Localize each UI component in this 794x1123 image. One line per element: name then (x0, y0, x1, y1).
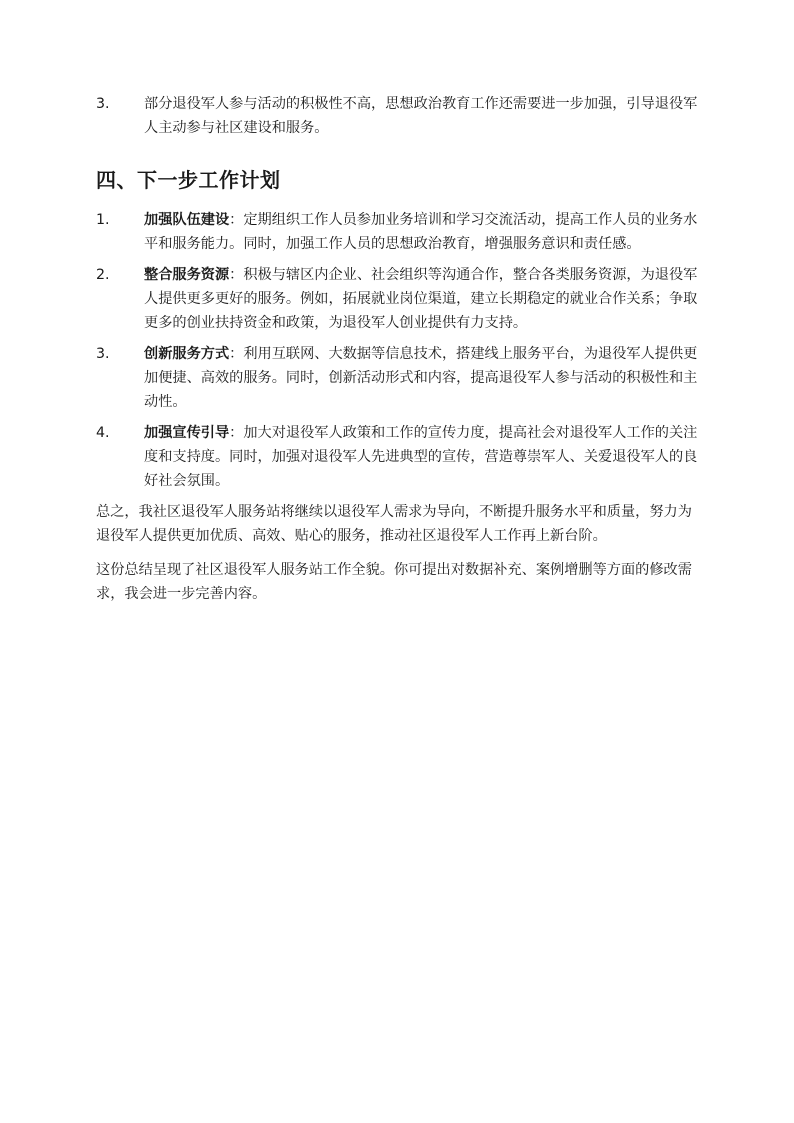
list-item (96, 92, 702, 140)
note-paragraph: 这份总结呈现了社区退役军人服务站工作全貌。你可提出对数据补充、案例增删等方面的修改需求，我会进一步完善内容。 (96, 562, 692, 602)
list-item-number: 2. (96, 267, 110, 283)
list-item-text: 部分退役军人参与活动的积极性不高，思想政治教育工作还需要进一步加强，引导退役军人主动参与社区建设和服务。 (144, 96, 698, 136)
list-item (96, 342, 702, 414)
conclusion-paragraph: 总之，我社区退役军人服务站将继续以退役军人需求为导向，不断提升服务水平和质量，努力为退役军人提供更加优质、高效、贴心的服务，推动社区退役军人工作再上新台阶。 (96, 504, 692, 544)
list-item (96, 263, 702, 335)
list-item-text: ：积极与辖区内企业、社会组织等沟通合作，整合各类服务资源，为退役军人提供更多更好的服务。例如，拓展就业岗位渠道，建立长期稳定的就业合作关系；争取更多的创业扶持资金和政策，为退役军人创业提供有力支持。 (144, 267, 698, 331)
list-item-lead: 创新服务方式 (144, 346, 230, 362)
list-item-text: ：加大对退役军人政策和工作的宣传力度，提高社会对退役军人工作的关注度和支持度。同时，加强对退役军人先进典型的宣传，营造尊崇军人、关爱退役军人的良好社会氛围。 (144, 425, 698, 489)
section-heading: 四、下一步工作计划 (96, 168, 281, 192)
list-item-lead: 加强宣传引导 (144, 425, 230, 441)
list-item-number: 3. (96, 346, 110, 362)
list-item-number: 1. (96, 212, 110, 228)
list-item-lead: 加强队伍建设 (144, 212, 230, 228)
list-item-text: ：利用互联网、大数据等信息技术，搭建线上服务平台，为退役军人提供更加便捷、高效的服务。同时，创新活动形式和内容，提高退役军人参与活动的积极性和主动性。 (144, 346, 698, 410)
document-page (96, 92, 702, 616)
work-plan-list (96, 208, 702, 493)
list-item-number: 3. (96, 96, 110, 112)
list-item (96, 421, 702, 493)
list-item (96, 208, 702, 256)
list-item-number: 4. (96, 425, 110, 441)
list-item-lead: 整合服务资源 (144, 267, 230, 283)
continued-issues-list (96, 92, 702, 140)
list-item-text: ：定期组织工作人员参加业务培训和学习交流活动，提高工作人员的业务水平和服务能力。同时，加强工作人员的思想政治教育，增强服务意识和责任感。 (144, 212, 698, 252)
